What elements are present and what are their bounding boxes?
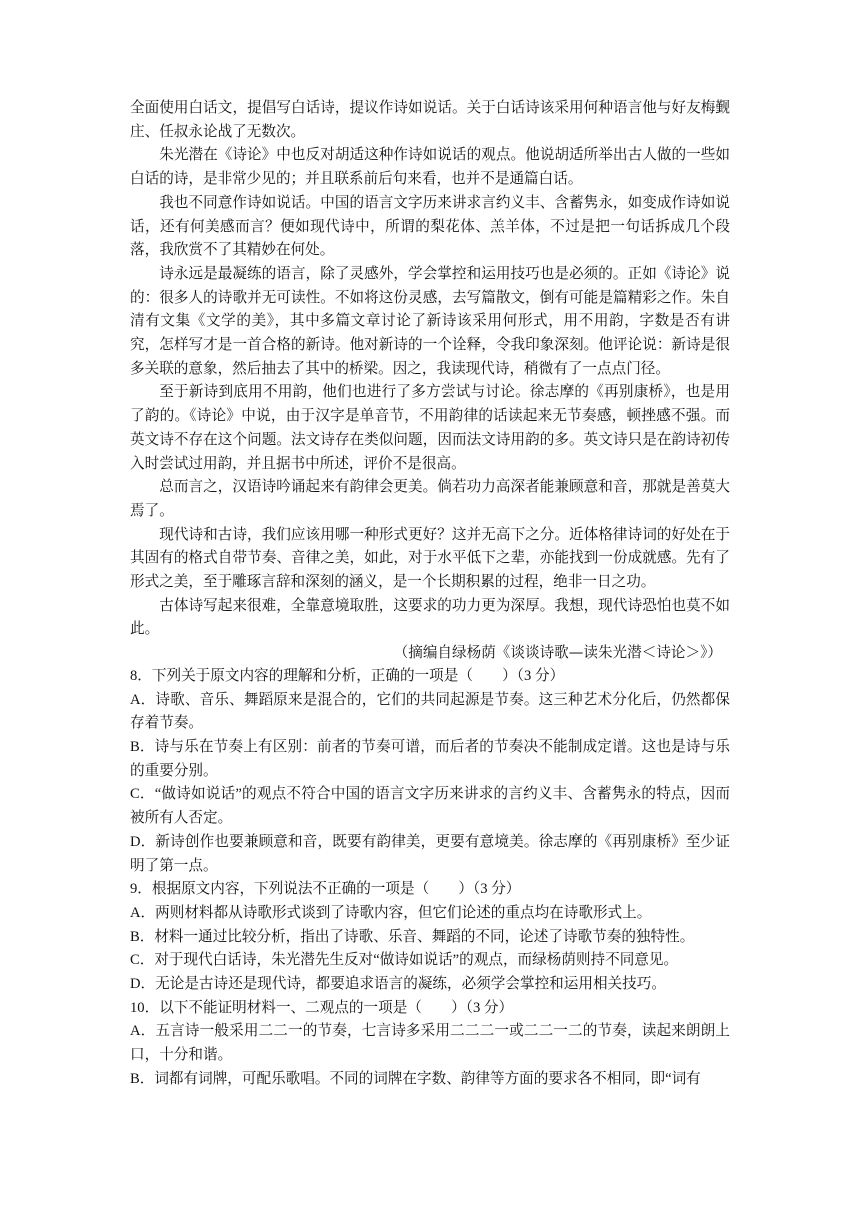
option-b: B．材料一通过比较分析，指出了诗歌、乐音、舞蹈的不同，论述了诗歌节奏的独特性。 — [130, 928, 695, 945]
question-stem: 10．以下不能证明材料一、二观点的一项是（ ）（3 分） — [130, 999, 514, 1016]
question-9 — [130, 878, 730, 997]
article-body — [130, 96, 730, 665]
article-source: （摘编自绿杨荫《谈谈诗歌—读朱光潜＜诗论＞》） — [393, 644, 722, 662]
document-page — [130, 96, 730, 1092]
article-paragraph: 总而言之，汉语诗吟诵起来有韵律会更美。倘若功力高深者能兼顾意和音，那就是善莫大焉了。 — [130, 478, 730, 519]
article-paragraph: 诗永远是最凝练的语言，除了灵感外，学会掌控和运用技巧也是必须的。正如《诗论》说的：很多人的诗歌并无可读性。不如将这份灵感，去写篇散文，倒有可能是篇精彩之作。朱自清有文集《文学的美》，其中多篇文章讨论了新诗该采用何形式，用不用韵，字数是否有讲究，怎样写才是一首合格的新诗。他对新诗的一个诠释，令我印象深刻。他评论说：新诗是很多关联的意象，然后抽去了其中的桥梁。因之，我读现代诗，稍微有了一点点门径。 — [130, 264, 730, 377]
article-paragraph: 古体诗写起来很难，全靠意境取胜，这要求的功力更为深厚。我想，现代诗恐怕也莫不如此。 — [130, 596, 730, 638]
option-d: D．新诗创作也要兼顾意和音，既要有韵律美，更要有意境美。徐志摩的《再别康桥》至少证明了第一点。 — [130, 833, 730, 874]
option-b: B．诗与乐在节奏上有区别：前者的节奏可谱，而后者的节奏决不能制成定谱。这也是诗与乐的重要分别。 — [130, 738, 730, 779]
option-c: C．对于现代白话诗，朱光潜先生反对“做诗如说话”的观点，而绿杨荫则持不同意见。 — [130, 952, 679, 969]
option-d: D．无论是古诗还是现代诗，都要追求语言的凝练，必须学会掌控和运用相关技巧。 — [130, 976, 666, 993]
article-paragraph: 至于新诗到底用不用韵，他们也进行了多方尝试与讨论。徐志摩的《再别康桥》，也是用了韵的。《诗论》中说，由于汉字是单音节，不用韵律的话读起来无节奏感，顿挫感不强。而英文诗不存在这个问题。法文诗存在类似问题，因而法文诗用韵的多。英文诗只是在韵诗初传入时尝试过用韵，并且据书中所述，评价不是很高。 — [130, 383, 730, 472]
option-a: A．诗歌、音乐、舞蹈原来是混合的，它们的共同起源是节奏。这三种艺术分化后，仍然都保存着节奏。 — [130, 691, 730, 732]
option-a: A．两则材料都从诗歌形式谈到了诗歌内容，但它们论述的重点均在诗歌形式上。 — [130, 904, 652, 921]
article-paragraph: 我也不同意作诗如说话。中国的语言文字历来讲求言约义丰、含蓄隽永，如变成作诗如说话，还有何美感而言？便如现代诗中，所谓的梨花体、羔羊体，不过是把一句话拆成几个段落，我欣赏不了其精妙在何处。 — [130, 193, 730, 259]
option-a: A．五言诗一般采用二二一的节奏，七言诗多采用二二二一或二二一二的节奏，读起来朗朗上口，十分和谐。 — [130, 1023, 730, 1064]
question-stem: 9．根据原文内容，下列说法不正确的一项是（ ）（3 分） — [130, 881, 521, 898]
question-8 — [130, 665, 730, 878]
question-10 — [130, 997, 730, 1092]
article-paragraph: 现代诗和古诗，我们应该用哪一种形式更好？这并无高下之分。近体格律诗词的好处在于其固有的格式自带节奏、音律之美，如此，对于水平低下之辈，亦能找到一份成就感。先有了形式之美，至于雕琢言辞和深刻的涵义，是一个长期积累的过程，绝非一日之功。 — [130, 525, 730, 591]
question-stem: 8．下列关于原文内容的理解和分析，正确的一项是（ ）（3 分） — [130, 667, 565, 684]
option-c: C．“做诗如说话”的观点不符合中国的语言文字历来讲求的言约义丰、含蓄隽永的特点，因而被所有人否定。 — [130, 786, 730, 827]
option-b: B．词都有词牌，可配乐歌唱。不同的词牌在字数、韵律等方面的要求各不相同，即“词有 — [130, 1070, 701, 1087]
article-paragraph: 朱光潜在《诗论》中也反对胡适这种作诗如说话的观点。他说胡适所举出古人做的一些如白话的诗，是非常少见的；并且联系前后句来看，也并不是通篇白话。 — [130, 146, 730, 188]
article-paragraph: 全面使用白话文，提倡写白话诗，提议作诗如说话。关于白话诗该采用何种语言他与好友梅觐庄、任叔永论战了无数次。 — [130, 99, 730, 140]
